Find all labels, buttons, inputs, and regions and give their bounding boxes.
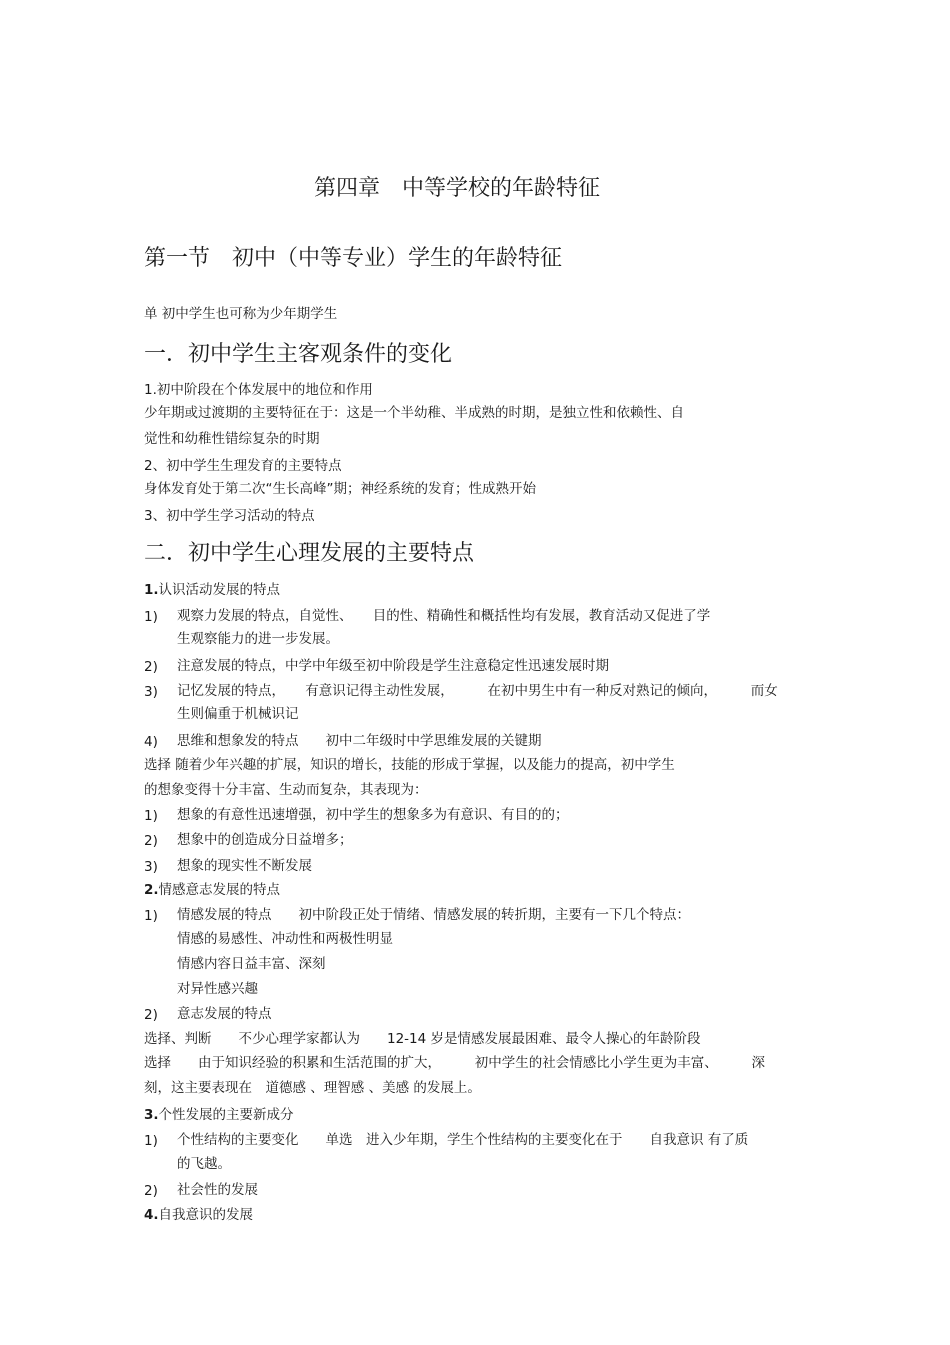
- sub-point: 情感内容日益丰富、深刻: [177, 956, 326, 972]
- list-number: 1): [144, 609, 158, 625]
- list-item-text-cont: 生则偏重于机械识记: [177, 706, 299, 722]
- list-item-text: 情感发展的特点 初中阶段正处于情绪、情感发展的转折期，主要有一下几个特点：: [177, 907, 690, 923]
- note-line-cont: 刻，这主要表现在 道德感 、理智感 、美感 的发展上。: [144, 1080, 481, 1096]
- list-number: 2): [144, 833, 158, 849]
- part1-item1-title: 1.初中阶段在个体发展中的地位和作用: [144, 382, 373, 398]
- list-number: 4): [144, 734, 158, 750]
- list-number: 1): [144, 1133, 158, 1149]
- list-number: 3): [144, 859, 158, 875]
- part1-item1-body: 少年期或过渡期的主要特征在于：这是一个半幼稚、半成熟的时期，是独立性和依赖性、自: [144, 405, 684, 421]
- note-line: 选择 由于知识经验的积累和生活范围的扩大， 初中学生的社会情感比小学生更为丰富、 深: [144, 1055, 765, 1071]
- sub-point: 情感的易感性、冲动性和两极性明显: [177, 931, 393, 947]
- list-item-text: 社会性的发展: [177, 1182, 258, 1198]
- list-number: 1): [144, 808, 158, 824]
- list-item-text: 记忆发展的特点， 有意识记得主动性发展， 在初中男生中有一种反对熟记的倾向， 而女: [177, 683, 778, 699]
- part2-s2-number: 2.: [144, 882, 159, 898]
- list-item-text-cont: 生观察能力的进一步发展。: [177, 631, 339, 647]
- list-number: 1): [144, 908, 158, 924]
- note-line: 选择、判断 不少心理学家都认为 12-14 岁是情感发展最困难、最令人操心的年龄阶段: [144, 1031, 701, 1047]
- part1-item2-title: 2、初中学生生理发育的主要特点: [144, 458, 342, 474]
- part2-s1-title: [144, 583, 280, 599]
- list-item-text: 个性结构的主要变化 单选 进入少年期，学生个性结构的主要变化在于 自我意识 有了质: [177, 1132, 749, 1148]
- part1-item1-body-cont: 觉性和幼稚性错综复杂的时期: [144, 431, 320, 447]
- part2-s4-text: 自我意识的发展: [158, 1207, 254, 1223]
- part1-heading: 一．初中学生主客观条件的变化: [144, 342, 453, 367]
- part2-s4-number: 4.: [144, 1207, 159, 1223]
- part1-item2-body: 身体发育处于第二次“生长高峰”期；神经系统的发育；性成熟开始: [144, 481, 536, 497]
- section-title: 第一节 初中（中等专业）学生的年龄特征: [144, 246, 563, 271]
- list-number: 3): [144, 684, 158, 700]
- list-item-text: 注意发展的特点，中学中年级至初中阶段是学生注意稳定性迅速发展时期: [177, 658, 609, 674]
- part2-s1-text: 认识活动发展的特点: [158, 582, 281, 598]
- list-item-text-cont: 的飞越。: [177, 1156, 231, 1172]
- part2-s2-title: [144, 883, 280, 899]
- part2-s3-title: [144, 1108, 294, 1124]
- list-item-text: 想象中的创造成分日益增多；: [177, 832, 353, 848]
- list-item-text: 想象的有意性迅速增强，初中学生的想象多为有意识、有目的的；: [177, 807, 569, 823]
- list-item-text: 观察力发展的特点，自觉性、 目的性、精确性和概括性均有发展，教育活动又促进了学: [177, 608, 711, 624]
- intro-line: 单 初中学生也可称为少年期学生: [144, 306, 338, 322]
- note-line-cont: 的想象变得十分丰富、生动而复杂，其表现为：: [144, 782, 428, 798]
- list-number: 2): [144, 1007, 158, 1023]
- sub-point: 对异性感兴趣: [177, 981, 258, 997]
- list-item-text: 思维和想象发的特点 初中二年级时中学思维发展的关键期: [177, 733, 542, 749]
- list-number: 2): [144, 1183, 158, 1199]
- part2-heading: 二．初中学生心理发展的主要特点: [144, 541, 475, 566]
- part2-s3-text: 个性发展的主要新成分: [158, 1107, 294, 1123]
- list-item-text: 意志发展的特点: [177, 1006, 272, 1022]
- part2-s4-title: [144, 1208, 253, 1224]
- note-line: 选择 随着少年兴趣的扩展，知识的增长，技能的形成于掌握，以及能力的提高，初中学生: [144, 757, 675, 773]
- list-item-text: 想象的现实性不断发展: [177, 858, 312, 874]
- part2-s3-number: 3.: [144, 1107, 159, 1123]
- part1-item3-title: 3、初中学生学习活动的特点: [144, 508, 315, 524]
- part2-s2-text: 情感意志发展的特点: [158, 882, 281, 898]
- part2-s1-number: 1.: [144, 582, 159, 598]
- list-number: 2): [144, 659, 158, 675]
- chapter-title: 第四章 中等学校的年龄特征: [314, 176, 601, 201]
